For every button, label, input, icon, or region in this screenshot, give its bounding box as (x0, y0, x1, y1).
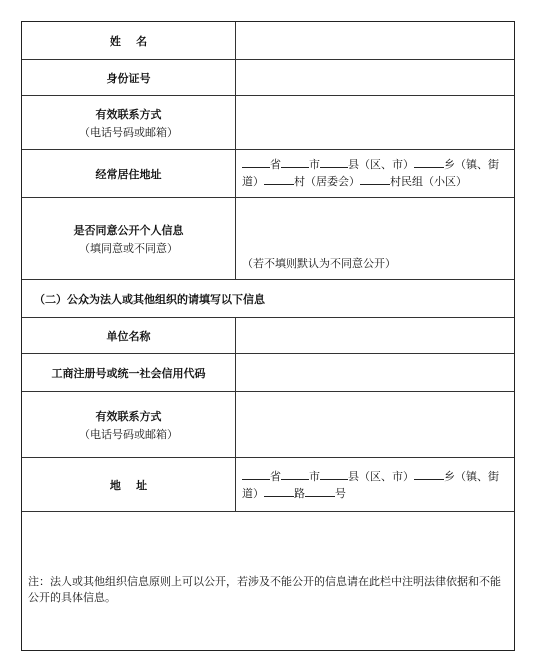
org-address-line: 省 市 县（区、市） 乡（镇、街 道） 路 号 (242, 470, 499, 500)
footnote-row[interactable] (22, 512, 514, 650)
id-number-field[interactable] (236, 60, 514, 95)
address-label: 经常居住地址 (22, 150, 236, 197)
province-blank[interactable] (242, 156, 270, 168)
org-address-field[interactable] (236, 458, 514, 511)
number-blank[interactable] (305, 485, 335, 497)
village-blank[interactable] (264, 173, 294, 185)
name-field[interactable] (236, 22, 514, 59)
consent-sublabel: （填同意或不同意） (79, 241, 178, 255)
contact-label-cell (22, 96, 236, 149)
id-number-row (22, 60, 514, 96)
application-form-table (21, 21, 515, 651)
city-blank[interactable] (281, 156, 309, 168)
road-blank[interactable] (264, 485, 294, 497)
org-town-blank[interactable] (414, 468, 444, 480)
org-contact-row (22, 392, 514, 458)
address-row (22, 150, 514, 198)
group-blank[interactable] (360, 173, 390, 185)
address-line: 省 市 县（区、市） 乡（镇、街 道） 村（居委会） 村民组（小区） (242, 158, 499, 188)
town-blank[interactable] (414, 156, 444, 168)
name-label: 姓 名 (22, 22, 236, 59)
section2-title: （二）公众为法人或其他组织的请填写以下信息 (34, 292, 265, 306)
reg-code-field[interactable] (236, 354, 514, 391)
consent-row (22, 198, 514, 280)
id-number-label: 身份证号 (22, 60, 236, 95)
org-province-blank[interactable] (242, 468, 270, 480)
county-blank[interactable] (320, 156, 348, 168)
org-contact-label-cell (22, 392, 236, 457)
org-contact-sublabel: （电话号码或邮箱） (79, 427, 178, 441)
consent-label-cell (22, 198, 236, 279)
contact-label: 有效联系方式 (95, 107, 162, 121)
org-name-row (22, 318, 514, 354)
consent-default-note: （若不填则默认为不同意公开） (242, 257, 396, 270)
reg-code-row (22, 354, 514, 392)
consent-label: 是否同意公开个人信息 (73, 223, 184, 237)
consent-field[interactable] (236, 198, 514, 279)
org-contact-label: 有效联系方式 (95, 409, 162, 423)
reg-code-label: 工商注册号或统一社会信用代码 (22, 354, 236, 391)
footnote-text: 注：法人或其他组织信息原则上可以公开，若涉及不能公开的信息请在此栏中注明法律依据和不能公开的具体信息。 (28, 575, 501, 604)
contact-row (22, 96, 514, 150)
name-row (22, 22, 514, 60)
org-contact-field[interactable] (236, 392, 514, 457)
org-address-label: 地 址 (22, 458, 236, 511)
contact-sublabel: （电话号码或邮箱） (79, 125, 178, 139)
address-field[interactable] (236, 150, 514, 197)
org-county-blank[interactable] (320, 468, 348, 480)
contact-field[interactable] (236, 96, 514, 149)
org-name-label: 单位名称 (22, 318, 236, 353)
org-city-blank[interactable] (281, 468, 309, 480)
org-name-field[interactable] (236, 318, 514, 353)
org-address-row (22, 458, 514, 512)
section2-header-row (22, 280, 514, 318)
